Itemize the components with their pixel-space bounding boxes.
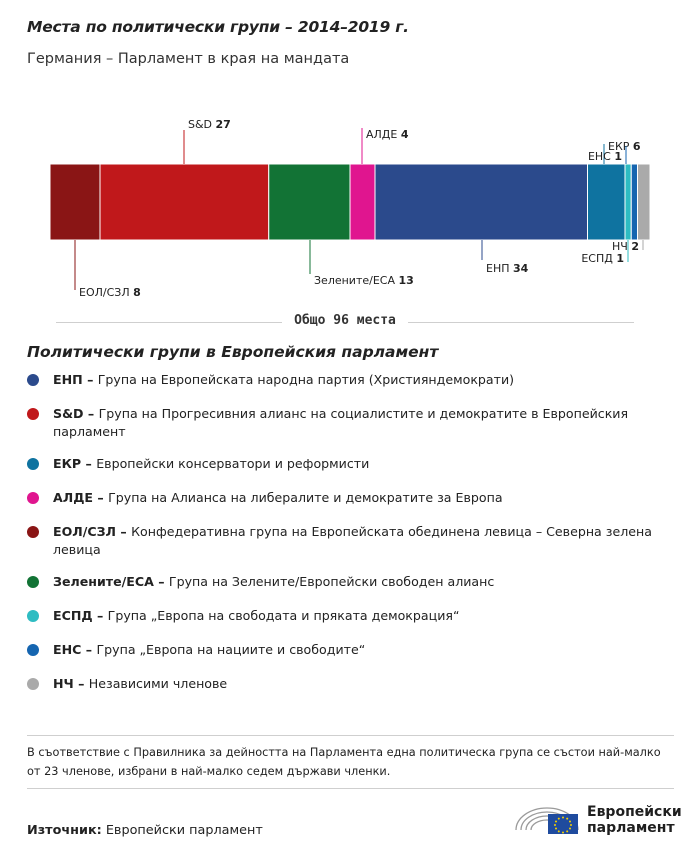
legend-description: Група на Алианса на либералите и демократите за Европа	[108, 490, 503, 505]
legend-abbr: ЕНС –	[53, 642, 97, 657]
legend-abbr: НЧ –	[53, 676, 89, 691]
bar-segment	[588, 164, 626, 240]
legend-dot-icon	[27, 678, 39, 690]
legend-item	[27, 371, 667, 389]
legend-description: Конфедеративна група на Европейската обединена левица – Северна зелена левица	[53, 524, 652, 557]
note-divider-bottom	[27, 788, 674, 789]
total-seats-label: Общо 96 места	[282, 313, 408, 328]
logo-line-1: Европейски	[587, 804, 682, 820]
bar-segment	[638, 164, 651, 240]
data-label: ЕНП 34	[486, 262, 529, 275]
legend-abbr: ЕОЛ/СЗЛ –	[53, 524, 132, 539]
data-label: Зелените/ЕСА 13	[314, 274, 414, 287]
stacked-bar-chart	[0, 100, 700, 300]
bar-segment	[631, 164, 637, 240]
legend-description: Група на Европейската народна партия (Християндемократи)	[97, 372, 515, 387]
legend-abbr: ЕНП –	[53, 372, 98, 387]
legend-item	[27, 405, 667, 441]
source	[27, 823, 263, 838]
data-label: ЕСПД 1	[581, 252, 624, 265]
legend-description: Група на Прогресивния алианс на социалистите и демократите в Европейския парламент	[53, 406, 629, 439]
footnote: В съответствие с Правилника за дейността на Парламента една политическа група се състои най-малко от 23 членове, избрани в най-малко седем държави членки.	[27, 746, 661, 778]
legend-abbr: ЕСПД –	[53, 608, 108, 623]
chart-subtitle: Германия – Парламент в края на мандата	[27, 51, 350, 67]
legend-item	[27, 675, 667, 693]
bar-segment	[375, 164, 588, 240]
legend-description: Група „Европа на нациите и свободите“	[96, 642, 366, 657]
hemicycle-icon	[512, 800, 582, 840]
data-label: ЕОЛ/СЗЛ 8	[79, 286, 141, 299]
source-label: Източник:	[27, 823, 102, 838]
total-seats	[56, 313, 634, 331]
legend-dot-icon	[27, 374, 39, 386]
legend-description: Европейски консерватори и реформисти	[96, 456, 370, 471]
bar-segment	[350, 164, 375, 240]
legend-item	[27, 641, 667, 659]
legend	[27, 371, 667, 693]
data-label: ЕКР 6	[608, 140, 641, 153]
legend-dot-icon	[27, 492, 39, 504]
data-label: АЛДЕ 4	[366, 128, 409, 141]
ep-logo	[512, 800, 682, 840]
bar-segment	[50, 164, 100, 240]
source-text: Европейски парламент	[105, 823, 263, 838]
legend-description: Група на Зелените/Европейски свободен алианс	[168, 574, 495, 589]
legend-item	[27, 523, 667, 559]
legend-dot-icon	[27, 408, 39, 420]
data-label: НЧ 2	[612, 240, 639, 253]
legend-dot-icon	[27, 576, 39, 588]
logo-line-2: парламент	[587, 820, 675, 836]
legend-dot-icon	[27, 644, 39, 656]
data-label: ЕНС 1	[587, 150, 622, 163]
legend-abbr: S&D –	[53, 406, 99, 421]
bar-segment	[100, 164, 269, 240]
note-divider-top	[27, 735, 674, 736]
legend-dot-icon	[27, 526, 39, 538]
legend-abbr: ЕКР –	[53, 456, 97, 471]
legend-title: Политически групи в Европейския парламент	[27, 343, 439, 361]
legend-description: Група „Европа на свободата и пряката демокрация“	[107, 608, 460, 623]
chart-title: Места по политически групи – 2014–2019 г.	[27, 18, 409, 36]
data-label: S&D 27	[188, 118, 231, 131]
legend-dot-icon	[27, 610, 39, 622]
bar-segment	[269, 164, 350, 240]
bar-segment	[625, 164, 631, 240]
legend-item	[27, 607, 667, 625]
legend-abbr: АЛДЕ –	[53, 490, 109, 505]
legend-description: Независими членове	[88, 676, 228, 691]
legend-item	[27, 573, 667, 591]
legend-item	[27, 489, 667, 507]
legend-dot-icon	[27, 458, 39, 470]
legend-abbr: Зелените/ЕСА –	[53, 574, 169, 589]
legend-item	[27, 455, 667, 473]
